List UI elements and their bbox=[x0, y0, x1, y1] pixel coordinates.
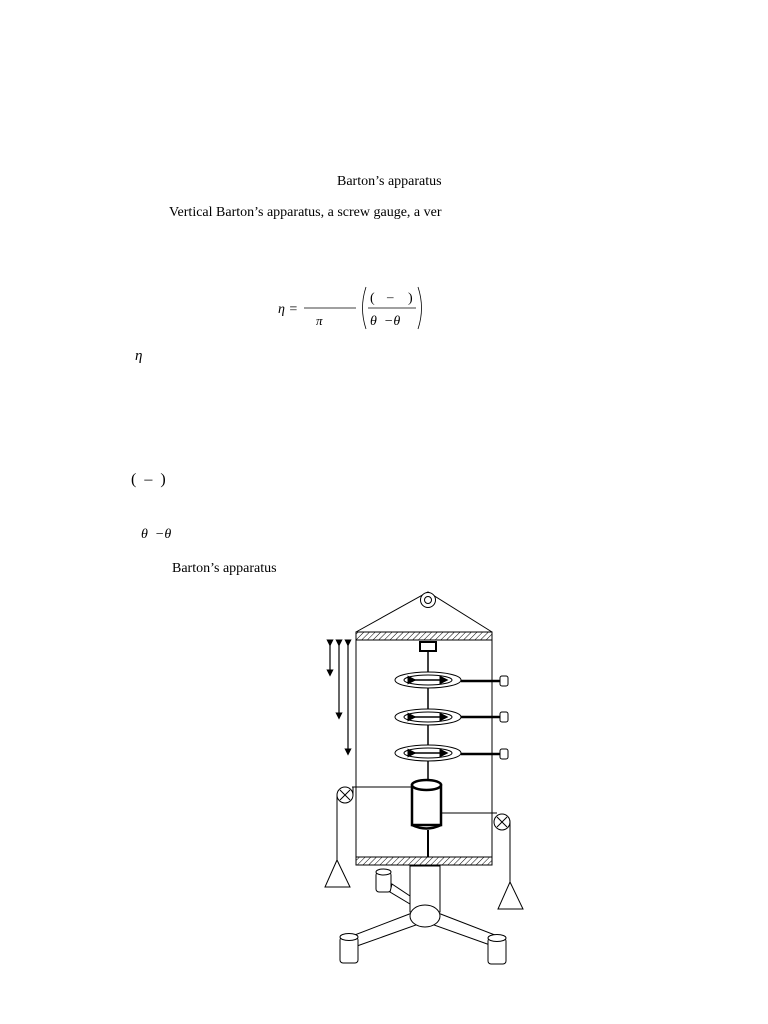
symbol-paren: ( – ) bbox=[131, 471, 166, 488]
formula-denominator: θ −θ bbox=[370, 314, 401, 329]
right-pulley bbox=[494, 814, 523, 909]
viscosity-formula bbox=[276, 280, 436, 332]
formula-pi: π bbox=[316, 313, 323, 328]
formula-num-left: ( bbox=[370, 291, 375, 306]
disc-3 bbox=[395, 745, 508, 761]
page-title: Barton’s apparatus bbox=[337, 174, 442, 189]
bartons-apparatus-diagram bbox=[318, 585, 530, 970]
disc-1 bbox=[395, 672, 508, 688]
drum bbox=[412, 780, 441, 829]
stand bbox=[340, 866, 506, 964]
figure-caption: Barton’s apparatus bbox=[172, 561, 277, 576]
formula-lhs: η = bbox=[278, 302, 298, 317]
formula-num-right: ) bbox=[408, 291, 413, 306]
formula-num-minus: – bbox=[387, 289, 394, 304]
symbol-eta: η bbox=[135, 348, 143, 364]
disc-2 bbox=[395, 709, 508, 725]
left-pulley bbox=[325, 787, 353, 887]
symbol-theta-diff: θ −θ bbox=[141, 527, 172, 542]
apparatus-list: Vertical Barton’s apparatus, a screw gauge, a ver bbox=[169, 205, 442, 220]
